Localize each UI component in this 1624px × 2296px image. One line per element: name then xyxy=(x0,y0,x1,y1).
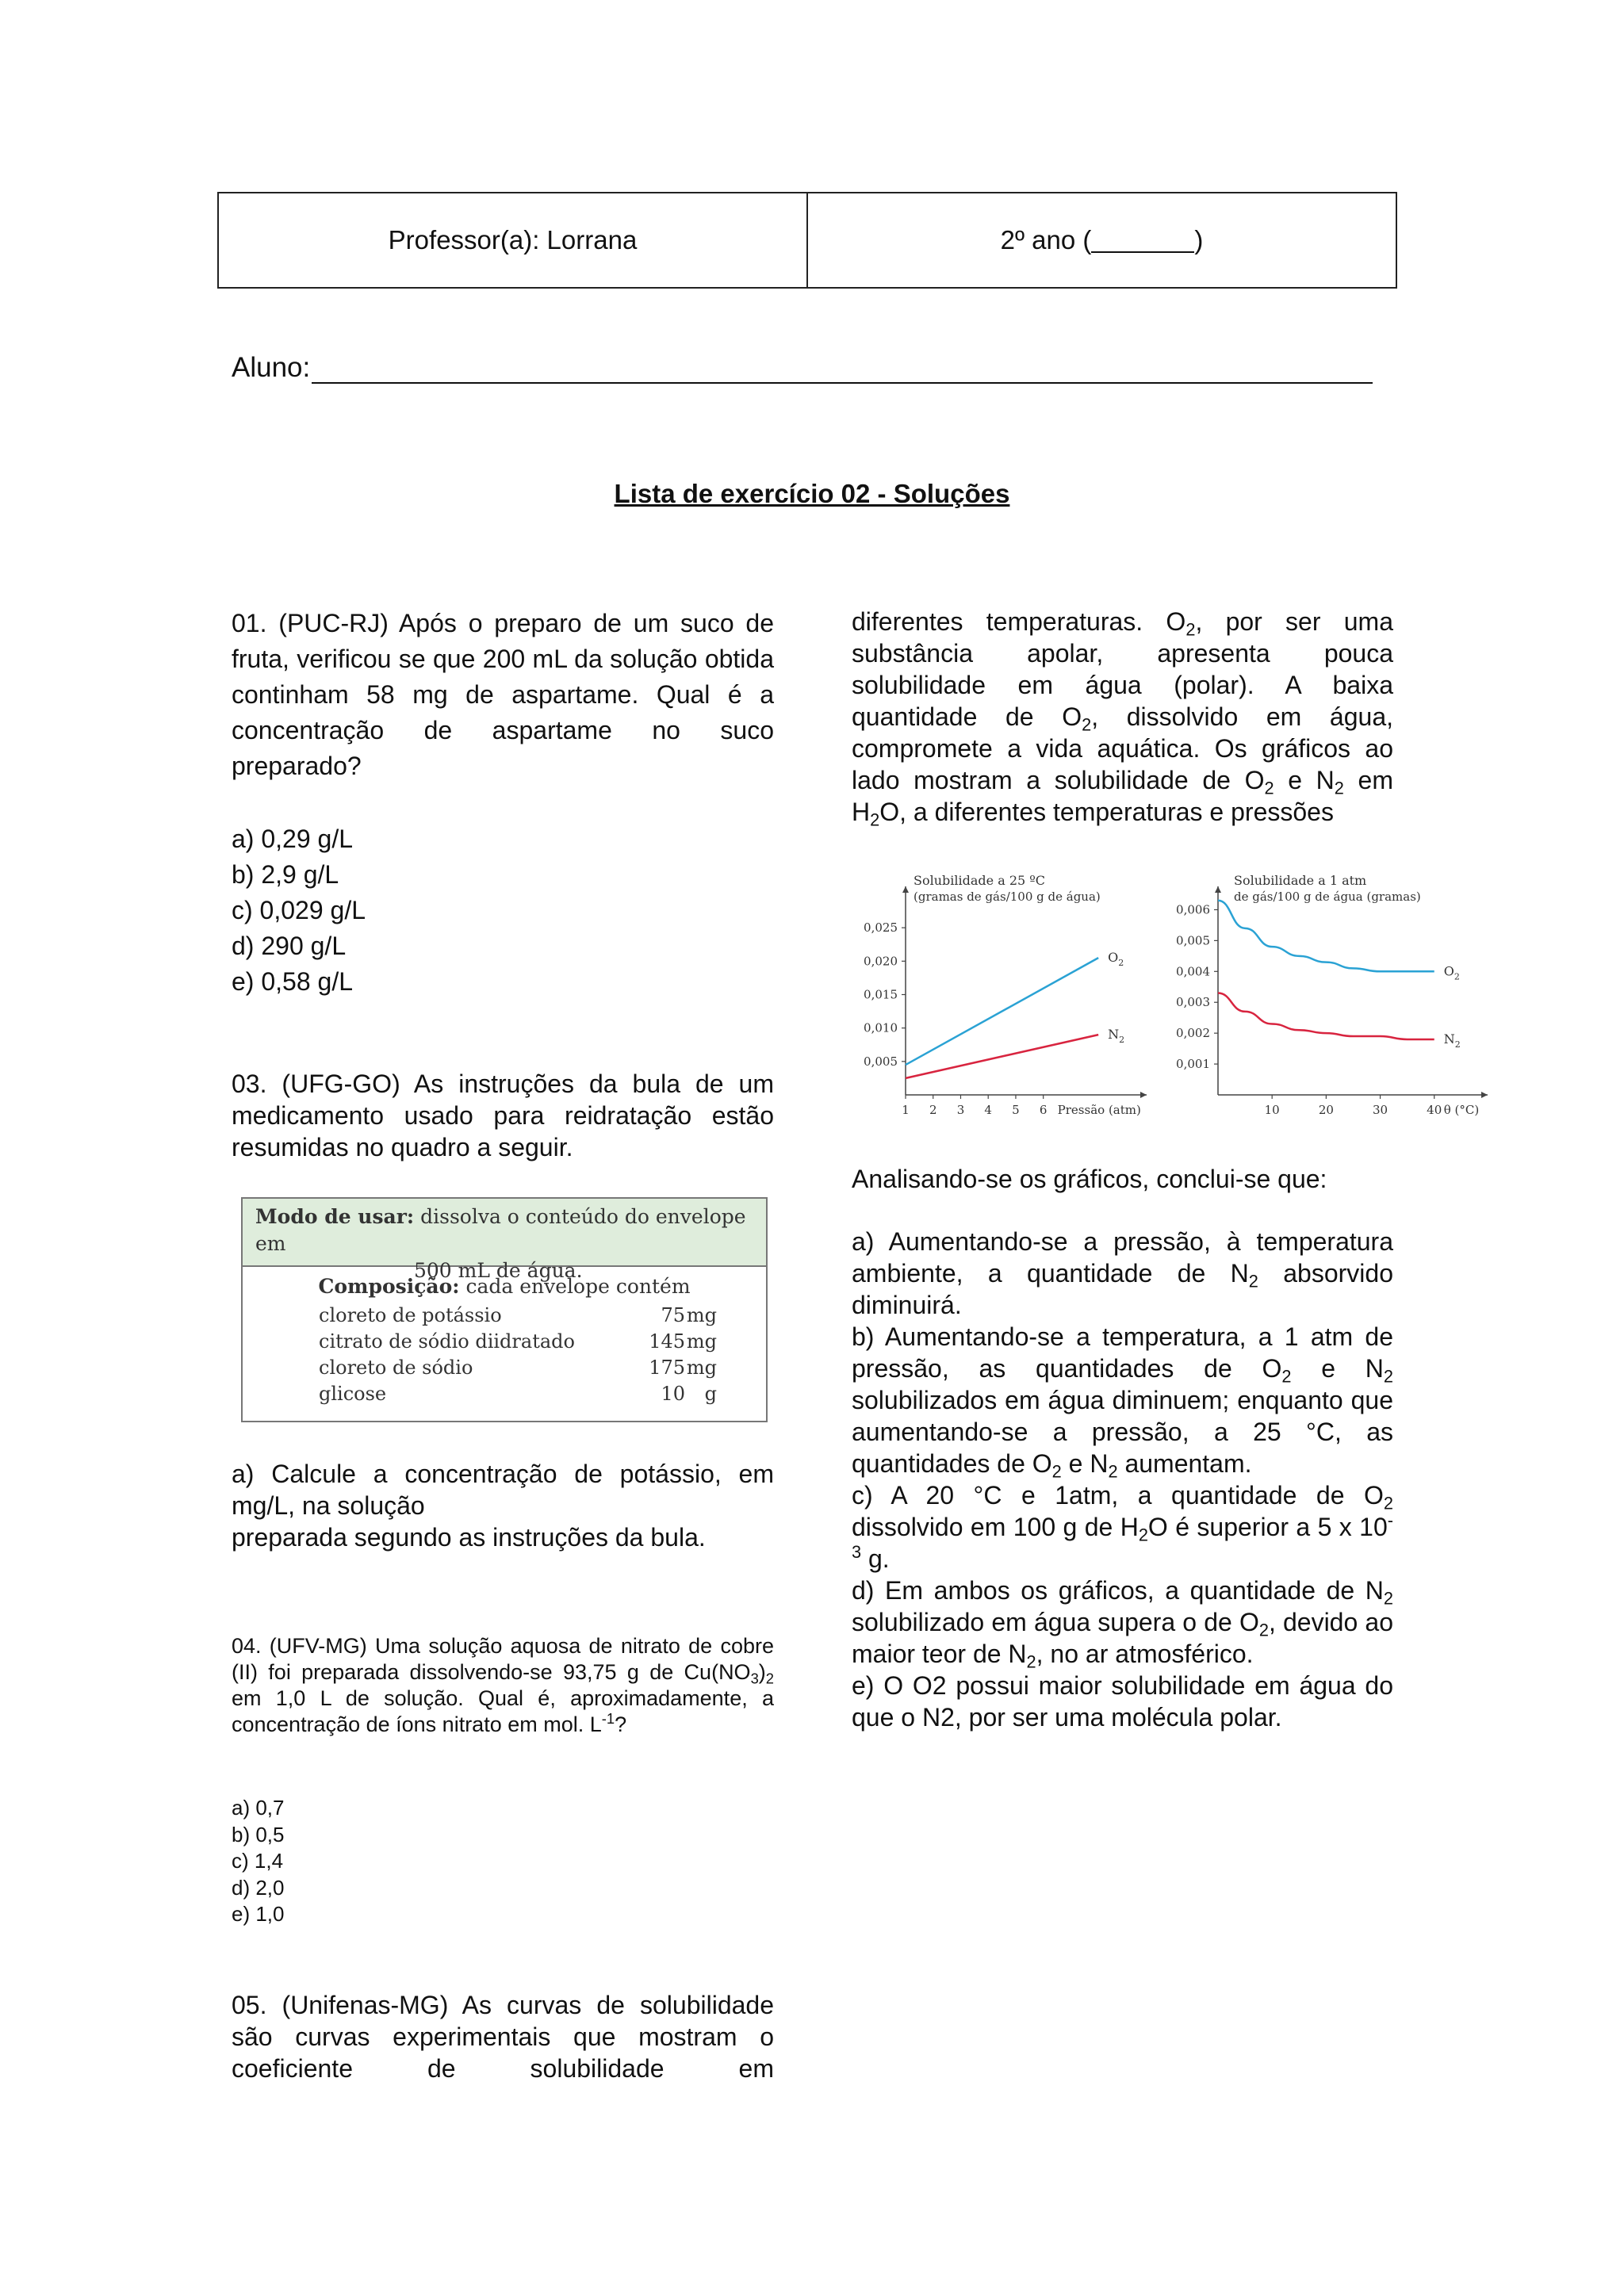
sub-2: 2 xyxy=(1383,1588,1393,1609)
q04-options xyxy=(232,1795,774,1928)
x-tick-label: 3 xyxy=(956,1103,965,1117)
q05-opt-d4: , no ar atmosférico. xyxy=(1036,1640,1254,1668)
q04-sup: -1 xyxy=(601,1709,615,1727)
x-tick-label: 1 xyxy=(902,1103,910,1117)
series-line-n2 xyxy=(906,1035,1098,1078)
q05-option-b xyxy=(852,1321,1394,1482)
bula-modo-text2: 500 mL de água. xyxy=(414,1259,583,1282)
bula-row-qty: 10 xyxy=(661,1383,685,1405)
q05-opt-b3: solubilizados em água diminuem; enquanto que aumentando-se a pressão, a 25 °C, as quantidades de O xyxy=(852,1386,1393,1478)
q05-cont-a: diferentes temperaturas. O xyxy=(852,607,1186,636)
sub-2: 2 xyxy=(1383,1366,1394,1387)
bula-comp-label: Composição: xyxy=(318,1275,460,1298)
ano-blank xyxy=(1091,228,1194,253)
q05-opt-d3: , devido ao maior teor de N xyxy=(852,1608,1393,1668)
series-label-sub: 2 xyxy=(1454,971,1460,982)
y-tick-label: 0,003 xyxy=(1176,995,1210,1010)
q05-opt-b1: b) Aumentando-se a temperatura, a 1 atm de pressão, as quantidades de O xyxy=(852,1322,1393,1383)
sub-2: 2 xyxy=(1082,714,1092,735)
sub-2: 2 xyxy=(1383,1493,1393,1513)
chart-title: Solubilidade a 25 ºC xyxy=(914,873,1046,888)
q04-option-b: b) 0,5 xyxy=(232,1822,285,1846)
y-tick-label: 0,004 xyxy=(1176,964,1210,979)
bula-row xyxy=(243,1355,766,1381)
q03-text: 03. (UFG-GO) As instruções da bula de um medicamento usado para reidratação estão resumidas no quadro a seguir. xyxy=(232,1070,774,1161)
q05-opt-c3: O é superior a 5 x 10 xyxy=(1147,1513,1388,1541)
professor-label: Professor(a): Lorrana xyxy=(388,225,638,254)
chart-ylabel: de gás/100 g de água (gramas) xyxy=(1234,890,1421,904)
sub-2: 2 xyxy=(1138,1525,1148,1545)
series-label-sub: 2 xyxy=(1119,1035,1125,1046)
x-axis-arrow-icon xyxy=(1140,1092,1147,1098)
q04-text-mid: em 1,0 L de solução. Qual é, aproximadamente, a concentração de íons nitrato em mol. L xyxy=(232,1686,774,1736)
q01-options xyxy=(232,821,774,1000)
page-title-text: Lista de exercício 02 - Soluções xyxy=(614,479,1010,508)
aluno-field xyxy=(232,352,1373,384)
series-label-main: N xyxy=(1443,1031,1455,1047)
sub-2: 2 xyxy=(1248,1271,1258,1292)
y-tick-label: 0,010 xyxy=(864,1020,898,1035)
chart-pressure xyxy=(864,873,1147,1117)
chart-xlabel: θ (°C) xyxy=(1443,1103,1480,1117)
q01-text: 01. (PUC-RJ) Após o preparo de um suco de fruta, verificou se que 200 mL da solução obtida continham 58 mg de aspartame. Qual é a concentração de aspartame no suco preparado? xyxy=(232,609,774,780)
sub-2: 2 xyxy=(1108,1461,1118,1482)
y-tick-label: 0,006 xyxy=(1176,902,1210,917)
q04-option-d: d) 2,0 xyxy=(232,1875,285,1900)
q04-text-start: 04. (UFV-MG) Uma solução aquosa de nitrato de cobre (II) foi preparada dissolvendo-se 93,75 g de Cu(NO xyxy=(232,1634,774,1684)
q05-conclusion: Analisando-se os gráficos, conclui-se que: xyxy=(852,1165,1327,1193)
q05-opt-c1: c) A 20 °C e 1atm, a quantidade de O xyxy=(852,1481,1384,1510)
q05-opt-d1: d) Em ambos os gráficos, a quantidade de N xyxy=(852,1576,1384,1605)
q05-option-a xyxy=(852,1226,1393,1321)
series-line-o2 xyxy=(1218,901,1434,972)
x-tick-label: 20 xyxy=(1318,1103,1334,1117)
sub-2: 2 xyxy=(1264,778,1274,798)
x-tick-label: 30 xyxy=(1372,1103,1388,1117)
q05-cont-e: em H xyxy=(852,766,1394,826)
bula-row-unit: g xyxy=(704,1383,717,1405)
bula-row xyxy=(243,1329,766,1355)
q05-option-c xyxy=(852,1479,1393,1575)
series-label-o2 xyxy=(1444,963,1460,982)
sub-2: 2 xyxy=(1026,1651,1036,1672)
q05-cont-b: , por ser uma substância apolar, apresenta pouca solubilidade em água (polar). A baixa quantidade de O xyxy=(852,607,1394,731)
q03-item-a-line2: preparada segundo as instruções da bula. xyxy=(232,1523,706,1552)
q01-option-c: c) 0,029 g/L xyxy=(232,896,366,924)
q04-sub3: 3 xyxy=(750,1670,759,1687)
q04-option-c: c) 1,4 xyxy=(232,1849,284,1873)
series-line-o2 xyxy=(906,958,1098,1065)
q05-opt-a2: absorvido diminuirá. xyxy=(852,1259,1394,1319)
ano-suffix: ) xyxy=(1194,225,1204,254)
q01-option-d: d) 290 g/L xyxy=(232,932,347,960)
bula-row-name: citrato de sódio diidratado xyxy=(319,1330,575,1353)
x-tick-label: 5 xyxy=(1012,1103,1020,1117)
series-label-main: O xyxy=(1443,963,1454,979)
sub-2: 2 xyxy=(870,809,880,830)
bula-modo-text1: dissolva o conteúdo do envelope em xyxy=(255,1205,746,1255)
q05-options xyxy=(852,1226,1393,1733)
q01-option-a: a) 0,29 g/L xyxy=(232,825,353,853)
chart-title: Solubilidade a 1 atm xyxy=(1234,873,1367,888)
y-tick-label: 0,020 xyxy=(864,954,898,969)
bula-modo-label: Modo de usar: xyxy=(255,1205,415,1228)
page-title xyxy=(0,479,1624,509)
q05-opt-b5: aumentam. xyxy=(1117,1449,1252,1478)
sub-2: 2 xyxy=(1185,619,1196,640)
y-tick-label: 0,005 xyxy=(1176,933,1210,948)
bula-row-unit: mg xyxy=(686,1330,717,1353)
bula-row-unit: mg xyxy=(686,1357,717,1379)
aluno-line xyxy=(312,352,1373,384)
series-label-main: N xyxy=(1108,1027,1120,1043)
q05-opt-c-sup: -3 xyxy=(852,1510,1393,1563)
q03-item-a-line1: a) Calcule a concentração de potássio, em mg/L, na solução xyxy=(232,1460,774,1520)
series-label-sub: 2 xyxy=(1454,1039,1461,1050)
bula-row xyxy=(243,1381,766,1407)
x-tick-label: 6 xyxy=(1039,1103,1048,1117)
q01-option-b: b) 2,9 g/L xyxy=(232,860,339,889)
q05-opt-b2: e N xyxy=(1291,1354,1384,1383)
y-axis-arrow-icon xyxy=(902,886,909,893)
bula-comp-text: cada envelope contém xyxy=(465,1275,691,1298)
q05-continuation xyxy=(852,606,1393,828)
sub-2: 2 xyxy=(1051,1461,1062,1482)
bula-row-qty: 145 xyxy=(649,1330,685,1353)
bula-row-name: cloreto de potássio xyxy=(319,1304,502,1326)
q04-sub2: 2 xyxy=(765,1670,774,1687)
y-tick-label: 0,002 xyxy=(1176,1026,1210,1041)
series-label-n2 xyxy=(1444,1031,1461,1050)
professor-cell xyxy=(219,193,806,287)
q05-cont-c: , dissolvido em água, compromete a vida aquática. Os gráficos ao lado mostram a solubilidade de O xyxy=(852,702,1394,794)
q05-opt-a1: a) Aumentando-se a pressão, à temperatura ambiente, a quantidade de N xyxy=(852,1227,1393,1288)
q05-option-d xyxy=(852,1575,1393,1670)
bula-row-name: glicose xyxy=(319,1383,387,1405)
x-tick-label: 10 xyxy=(1264,1103,1280,1117)
series-line-n2 xyxy=(1218,993,1434,1039)
series-label-n2 xyxy=(1108,1027,1124,1045)
q05-cont-d: e N xyxy=(1274,766,1335,794)
series-label-o2 xyxy=(1108,950,1124,968)
q04-text xyxy=(232,1633,774,1738)
header-table xyxy=(217,192,1397,289)
y-tick-label: 0,005 xyxy=(864,1054,898,1069)
q01-option-e: e) 0,58 g/L xyxy=(232,967,353,996)
x-tick-label: 40 xyxy=(1427,1103,1442,1117)
aluno-label: Aluno: xyxy=(232,352,311,383)
solubility-charts xyxy=(853,871,1480,1119)
bula-row xyxy=(243,1303,766,1329)
chart-ylabel: (gramas de gás/100 g de água) xyxy=(914,890,1101,904)
y-tick-label: 0,015 xyxy=(864,987,898,1002)
y-tick-label: 0,025 xyxy=(864,920,898,936)
y-axis-arrow-icon xyxy=(1215,886,1221,893)
x-tick-label: 2 xyxy=(929,1103,937,1117)
series-label-main: O xyxy=(1108,950,1119,966)
x-tick-label: 4 xyxy=(984,1103,992,1117)
x-axis-arrow-icon xyxy=(1481,1092,1488,1098)
bula-row-qty: 175 xyxy=(649,1357,685,1379)
q04-paren: ) xyxy=(758,1660,766,1684)
q05-opt-b4: e N xyxy=(1061,1449,1109,1478)
q05-opt-c2: dissolvido em 100 g de H xyxy=(852,1513,1139,1541)
bula-modo xyxy=(243,1199,766,1282)
q05-opt-d2: solubilizado em água supera o de O xyxy=(852,1608,1259,1636)
sub-2: 2 xyxy=(1281,1366,1292,1387)
bula-row-unit: mg xyxy=(686,1304,717,1326)
bula-row-qty: 75 xyxy=(661,1304,685,1326)
y-tick-label: 0,001 xyxy=(1176,1057,1210,1072)
chart-xlabel: Pressão (atm) xyxy=(1057,1103,1141,1117)
sub-2: 2 xyxy=(1258,1620,1269,1640)
q05-cont-f: O, a diferentes temperaturas e pressões xyxy=(879,798,1334,826)
q03-item-a xyxy=(232,1458,774,1553)
q04-option-a: a) 0,7 xyxy=(232,1796,285,1820)
ano-cell xyxy=(806,193,1396,287)
sub-2: 2 xyxy=(1334,778,1344,798)
q05-opt-c4: g. xyxy=(861,1544,890,1573)
q04-option-e: e) 1,0 xyxy=(232,1902,285,1926)
chart-temperature xyxy=(1176,873,1488,1117)
q05-option-e: e) O O2 possui maior solubilidade em água do que o N2, por ser uma molécula polar. xyxy=(852,1671,1393,1732)
series-label-sub: 2 xyxy=(1118,958,1124,969)
bula-row-name: cloreto de sódio xyxy=(319,1357,473,1379)
bula-rows xyxy=(243,1298,766,1407)
q05-text: 05. (Unifenas-MG) As curvas de solubilidade são curvas experimentais que mostram o coeficiente de solubilidade em xyxy=(232,1991,774,2083)
q04-text-end: ? xyxy=(615,1712,627,1736)
bula-table xyxy=(241,1197,768,1422)
ano-prefix: 2º ano ( xyxy=(1000,225,1092,254)
